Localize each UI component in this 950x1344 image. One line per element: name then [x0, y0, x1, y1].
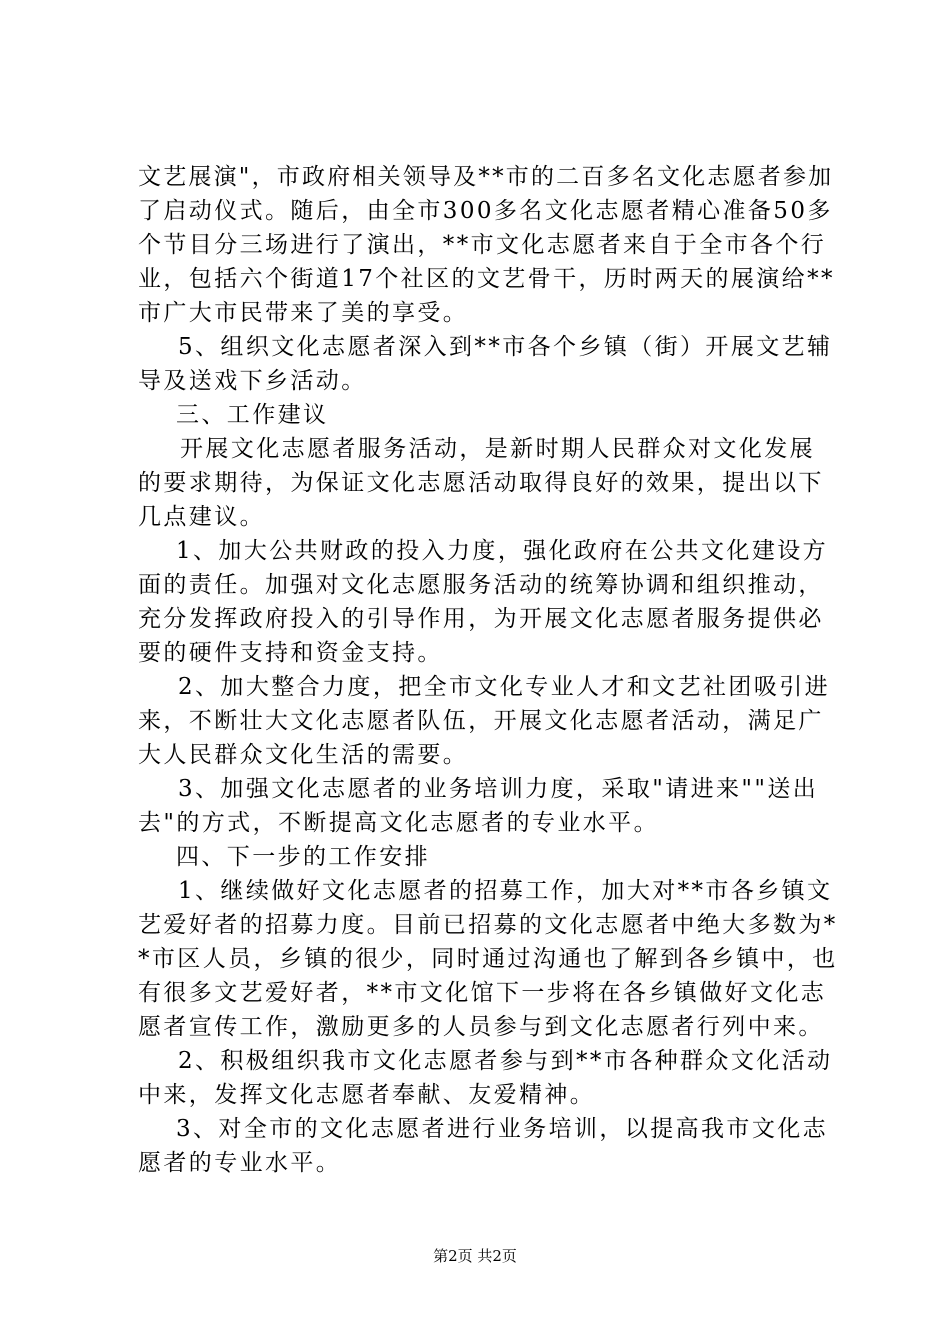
text-line: 来，不断壮大文化志愿者队伍，开展文化志愿者活动，满足广	[138, 708, 824, 734]
text-line: 几点建议。	[138, 504, 265, 530]
text-line: 导及送戏下乡活动。	[138, 368, 367, 394]
text-line: 开展文化志愿者服务活动，是新时期人民群众对文化发展	[180, 436, 815, 462]
text-line: 面的责任。加强对文化志愿服务活动的统筹协调和组织推动，	[138, 572, 824, 598]
text-line: 1、加大公共财政的投入力度，强化政府在公共文化建设方	[176, 538, 829, 564]
text-line: 2、加大整合力度，把全市文化专业人才和文艺社团吸引进	[178, 674, 831, 700]
text-line: *市区人员，乡镇的很少，同时通过沟通也了解到各乡镇中，也	[138, 946, 838, 972]
text-line: 去"的方式，不断提高文化志愿者的专业水平。	[138, 810, 659, 836]
text-line: 三、工作建议	[176, 402, 329, 428]
text-line: 有很多文艺爱好者，**市文化馆下一步将在各乡镇做好文化志	[138, 980, 827, 1006]
text-line: 愿者宣传工作，激励更多的人员参与到文化志愿者行列中来。	[138, 1014, 824, 1040]
text-line: 3、加强文化志愿者的业务培训力度，采取"请进来""送出	[178, 776, 819, 802]
text-line: 四、下一步的工作安排	[176, 844, 430, 870]
text-line: 充分发挥政府投入的引导作用，为开展文化志愿者服务提供必	[138, 606, 824, 632]
text-line: 要的硬件支持和资金支持。	[138, 640, 443, 666]
text-line: 中来，发挥文化志愿者奉献、友爱精神。	[138, 1082, 596, 1108]
text-line: 愿者的专业水平。	[138, 1150, 342, 1176]
text-line: 艺爱好者的招募力度。目前已招募的文化志愿者中绝大多数为*	[138, 912, 838, 938]
text-line: 3、对全市的文化志愿者进行业务培训，以提高我市文化志	[176, 1116, 829, 1142]
text-line: 个节目分三场进行了演出，**市文化志愿者来自于全市各个行	[138, 232, 827, 258]
text-line: 文艺展演"，市政府相关领导及**市的二百多名文化志愿者参加	[138, 164, 834, 190]
text-line: 了启动仪式。随后，由全市300多名文化志愿者精心准备50多	[138, 198, 833, 224]
text-line: 业，包括六个街道17个社区的文艺骨干，历时两天的展演给**	[138, 266, 835, 292]
text-line: 2、积极组织我市文化志愿者参与到**市各种群众文化活动	[178, 1048, 833, 1074]
page-footer: 第2页 共2页	[433, 1247, 517, 1265]
text-line: 1、继续做好文化志愿者的招募工作，加大对**市各乡镇文	[178, 878, 833, 904]
text-line: 的要求期待，为保证文化志愿活动取得良好的效果，提出以下	[138, 470, 824, 496]
text-line: 5、组织文化志愿者深入到**市各个乡镇（街）开展文艺辅	[178, 334, 833, 360]
text-line: 大人民群众文化生活的需要。	[138, 742, 469, 768]
text-line: 市广大市民带来了美的享受。	[138, 300, 469, 326]
document-body	[138, 160, 838, 1180]
